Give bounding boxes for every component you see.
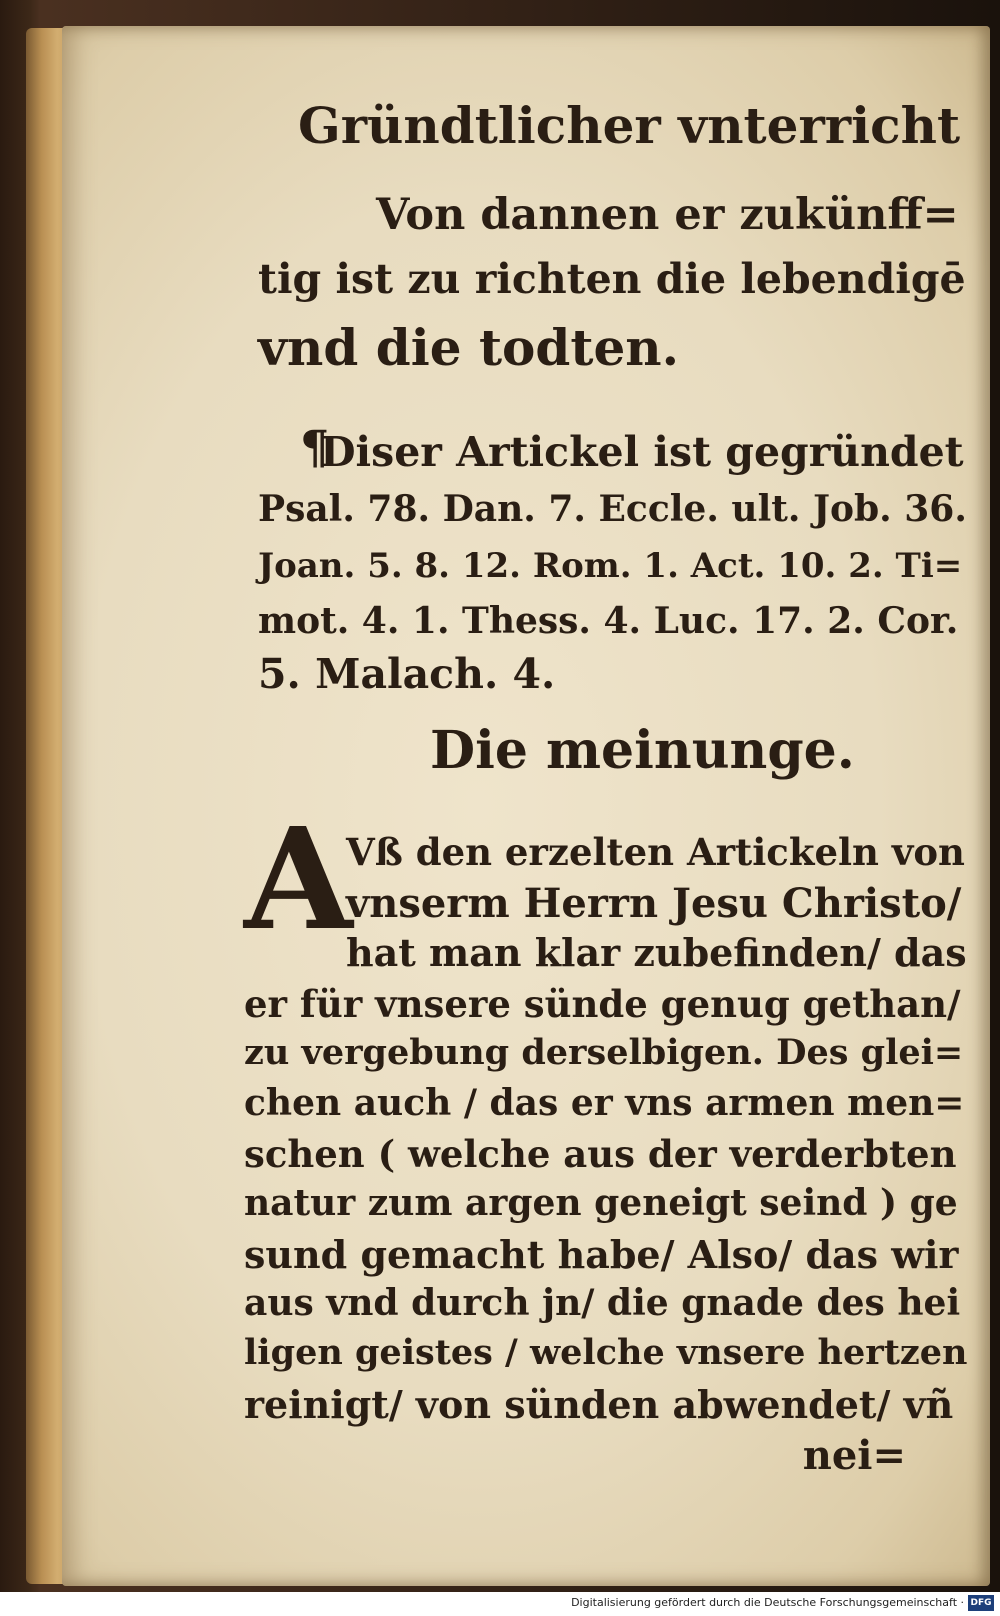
reference-line-5: 5. Malach. 4. bbox=[258, 650, 556, 698]
body-line: aus vnd durch jn/ die gnade des hei bbox=[244, 1282, 961, 1324]
dfg-logo: DFG bbox=[968, 1595, 994, 1611]
body-line: natur zum argen geneigt seind ) ge bbox=[244, 1182, 958, 1224]
reference-line-3: Joan. 5. 8. 12. Rom. 1. Act. 10. 2. Ti= bbox=[258, 546, 963, 586]
body-line: sund gemacht habe/ Also/ das wir bbox=[244, 1232, 959, 1277]
subheading-line-3: vnd die todten. bbox=[258, 318, 680, 377]
subheading-line-1: Von dannen er zukünff= bbox=[376, 190, 959, 240]
body-line: ligen geistes / welche vnsere hertzen bbox=[244, 1332, 968, 1373]
pilcrow-mark: ¶ bbox=[300, 420, 330, 474]
body-line: zu vergebung derselbigen. Des glei= bbox=[244, 1032, 964, 1073]
body-line: hat man klar zubefinden/ das bbox=[346, 930, 967, 975]
drop-cap-initial: A bbox=[244, 798, 353, 962]
funding-credit: Digitalisierung gefördert durch die Deutsche Forschungsgemeinschaft · bbox=[571, 1596, 964, 1609]
digitization-footer bbox=[0, 1592, 1000, 1616]
body-line: reinigt/ von sünden abwendet/ vñ bbox=[244, 1382, 954, 1427]
catchword: nei= bbox=[802, 1432, 906, 1479]
body-line: chen auch / das er vns armen men= bbox=[244, 1082, 965, 1124]
page-heading: Gründtlicher vnterricht bbox=[298, 96, 961, 155]
subheading-line-2: tig ist zu richten die lebendigē bbox=[258, 255, 966, 303]
body-line: schen ( welche aus der verderbten bbox=[244, 1132, 957, 1176]
reference-line-2: Psal. 78. Dan. 7. Eccle. ult. Job. 36. bbox=[258, 488, 967, 530]
body-line: vnserm Herrn Jesu Christo/ bbox=[346, 880, 962, 927]
section-title: Die meinunge. bbox=[430, 720, 855, 781]
reference-line-1: Diser Artickel ist gegründet bbox=[320, 428, 964, 476]
body-line: er für vnsere sünde genug gethan/ bbox=[244, 982, 961, 1026]
reference-line-4: mot. 4. 1. Thess. 4. Luc. 17. 2. Cor. bbox=[258, 600, 959, 642]
body-line: Vß den erzelten Artickeln von bbox=[346, 830, 965, 874]
